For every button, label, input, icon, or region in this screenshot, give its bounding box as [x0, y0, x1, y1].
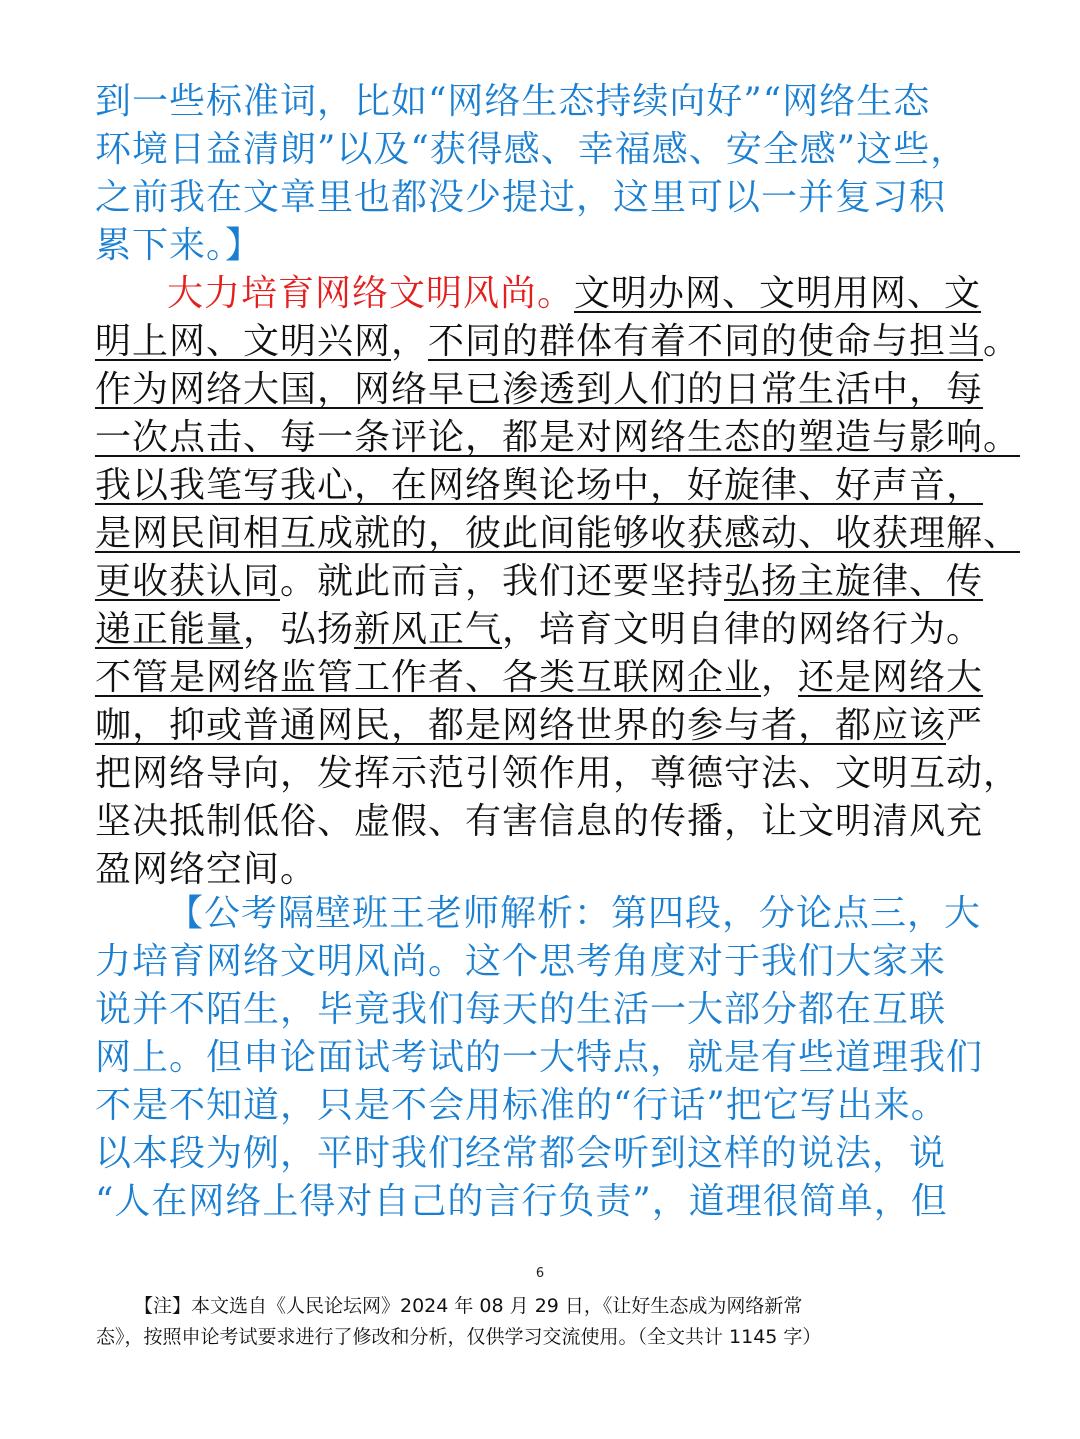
para-line — [95, 318, 1021, 366]
analysis-line: 【公考隔壁班王老师解析：第四段，分论点三，大 — [167, 893, 982, 934]
plain-text: 。就此而言，我们还要坚持 — [280, 561, 725, 602]
intro-line: 环境日益清朗”以及“获得感、幸福感、安全感”这些， — [95, 129, 968, 170]
underlined-text: 文明办网、文明用网、文 — [574, 273, 982, 314]
plain-text: ，培育文明自律的网络行为。 — [502, 609, 984, 650]
para-line — [95, 366, 990, 414]
paragraph-four — [95, 270, 1021, 894]
underlined-text: 还是网络大 — [798, 657, 984, 698]
plain-text: ，弘扬 — [243, 609, 355, 650]
plain-text: ， — [391, 321, 429, 362]
para-line — [95, 462, 990, 510]
para-line: 把网络导向，发挥示范引领作用，尊德守法、文明互动， — [95, 753, 1021, 794]
page-number: 6 — [535, 1266, 545, 1281]
underlined-text: 咖，抑或普通网民，都是网络世界的参与者，都应该 — [95, 705, 947, 746]
analysis-line: 以本段为例，平时我们经常都会听到这样的说法，说 — [95, 1133, 947, 1174]
underlined-text: 新风正气 — [354, 609, 503, 650]
plain-text: 严 — [946, 705, 984, 746]
intro-line: 之前我在文章里也都没少提过，这里可以一并复习积 — [95, 177, 947, 218]
intro-line: 累下来。】 — [95, 225, 263, 266]
para-line — [95, 558, 990, 606]
intro-line: 到一些标准词，比如“网络生态持续向好”“网络生态 — [95, 81, 931, 122]
para-line: 盈网络空间。 — [95, 849, 318, 890]
footer-note — [96, 1291, 996, 1353]
underlined-text: 一次点击、每一条评论，都是对网络生态的塑造与影响。 — [95, 417, 1021, 458]
para-line — [95, 270, 990, 318]
analysis-line: 力培育网络文明风尚。这个思考角度对于我们大家来 — [95, 941, 947, 982]
analysis-line: “人在网络上得对自己的言行负责”，道理很简单，但 — [95, 1181, 948, 1222]
teacher-analysis-block — [95, 890, 990, 1226]
intro-analysis-block — [95, 78, 990, 270]
analysis-line: 网上。但申论面试考试的一大特点，就是有些道理我们 — [95, 1037, 984, 1078]
underlined-text: 我以我笔写我心，在网络舆论场中，好旋律、好声音， — [95, 465, 984, 506]
plain-text: 。 — [983, 321, 1021, 362]
underlined-text: 是网民间相互成就的，彼此间能够收获感动、收获理解、 — [95, 513, 1021, 554]
underlined-text: 作为网络大国，网络早已渗透到人们的日常生活中，每 — [95, 369, 984, 410]
plain-text: ， — [761, 657, 799, 698]
underlined-text: 明上网、文明兴网 — [95, 321, 392, 362]
underlined-text: 不同的群体有着不同的使命与担当 — [428, 321, 984, 362]
footer-note-line: 【注】本文选自《人民论坛网》2024 年 08 月 29 日，《让好生态成为网络新常 — [134, 1295, 803, 1317]
para-line — [95, 606, 990, 654]
para-line — [95, 414, 1021, 462]
underlined-text: 更收获认同 — [95, 561, 281, 602]
underlined-text: 递正能量 — [95, 609, 244, 650]
analysis-line: 说并不陌生，毕竟我们每天的生活一大部分都在互联 — [95, 989, 947, 1030]
para-line: 坚决抵制低俗、虚假、有害信息的传播，让文明清风充 — [95, 801, 984, 842]
para-line — [95, 702, 990, 750]
para-line — [95, 654, 990, 702]
analysis-line: 不是不知道，只是不会用标准的“行话”把它写出来。 — [95, 1085, 948, 1126]
underlined-text: 不管是网络监管工作者、各类互联网企业 — [95, 657, 762, 698]
para-line — [95, 510, 1021, 558]
section-heading: 大力培育网络文明风尚。 — [167, 273, 575, 314]
footer-note-line: 态》，按照申论考试要求进行了修改和分析，仅供学习交流使用。（全文共计 1145 字） — [96, 1326, 822, 1348]
underlined-text: 弘扬主旋律、传 — [724, 561, 984, 602]
